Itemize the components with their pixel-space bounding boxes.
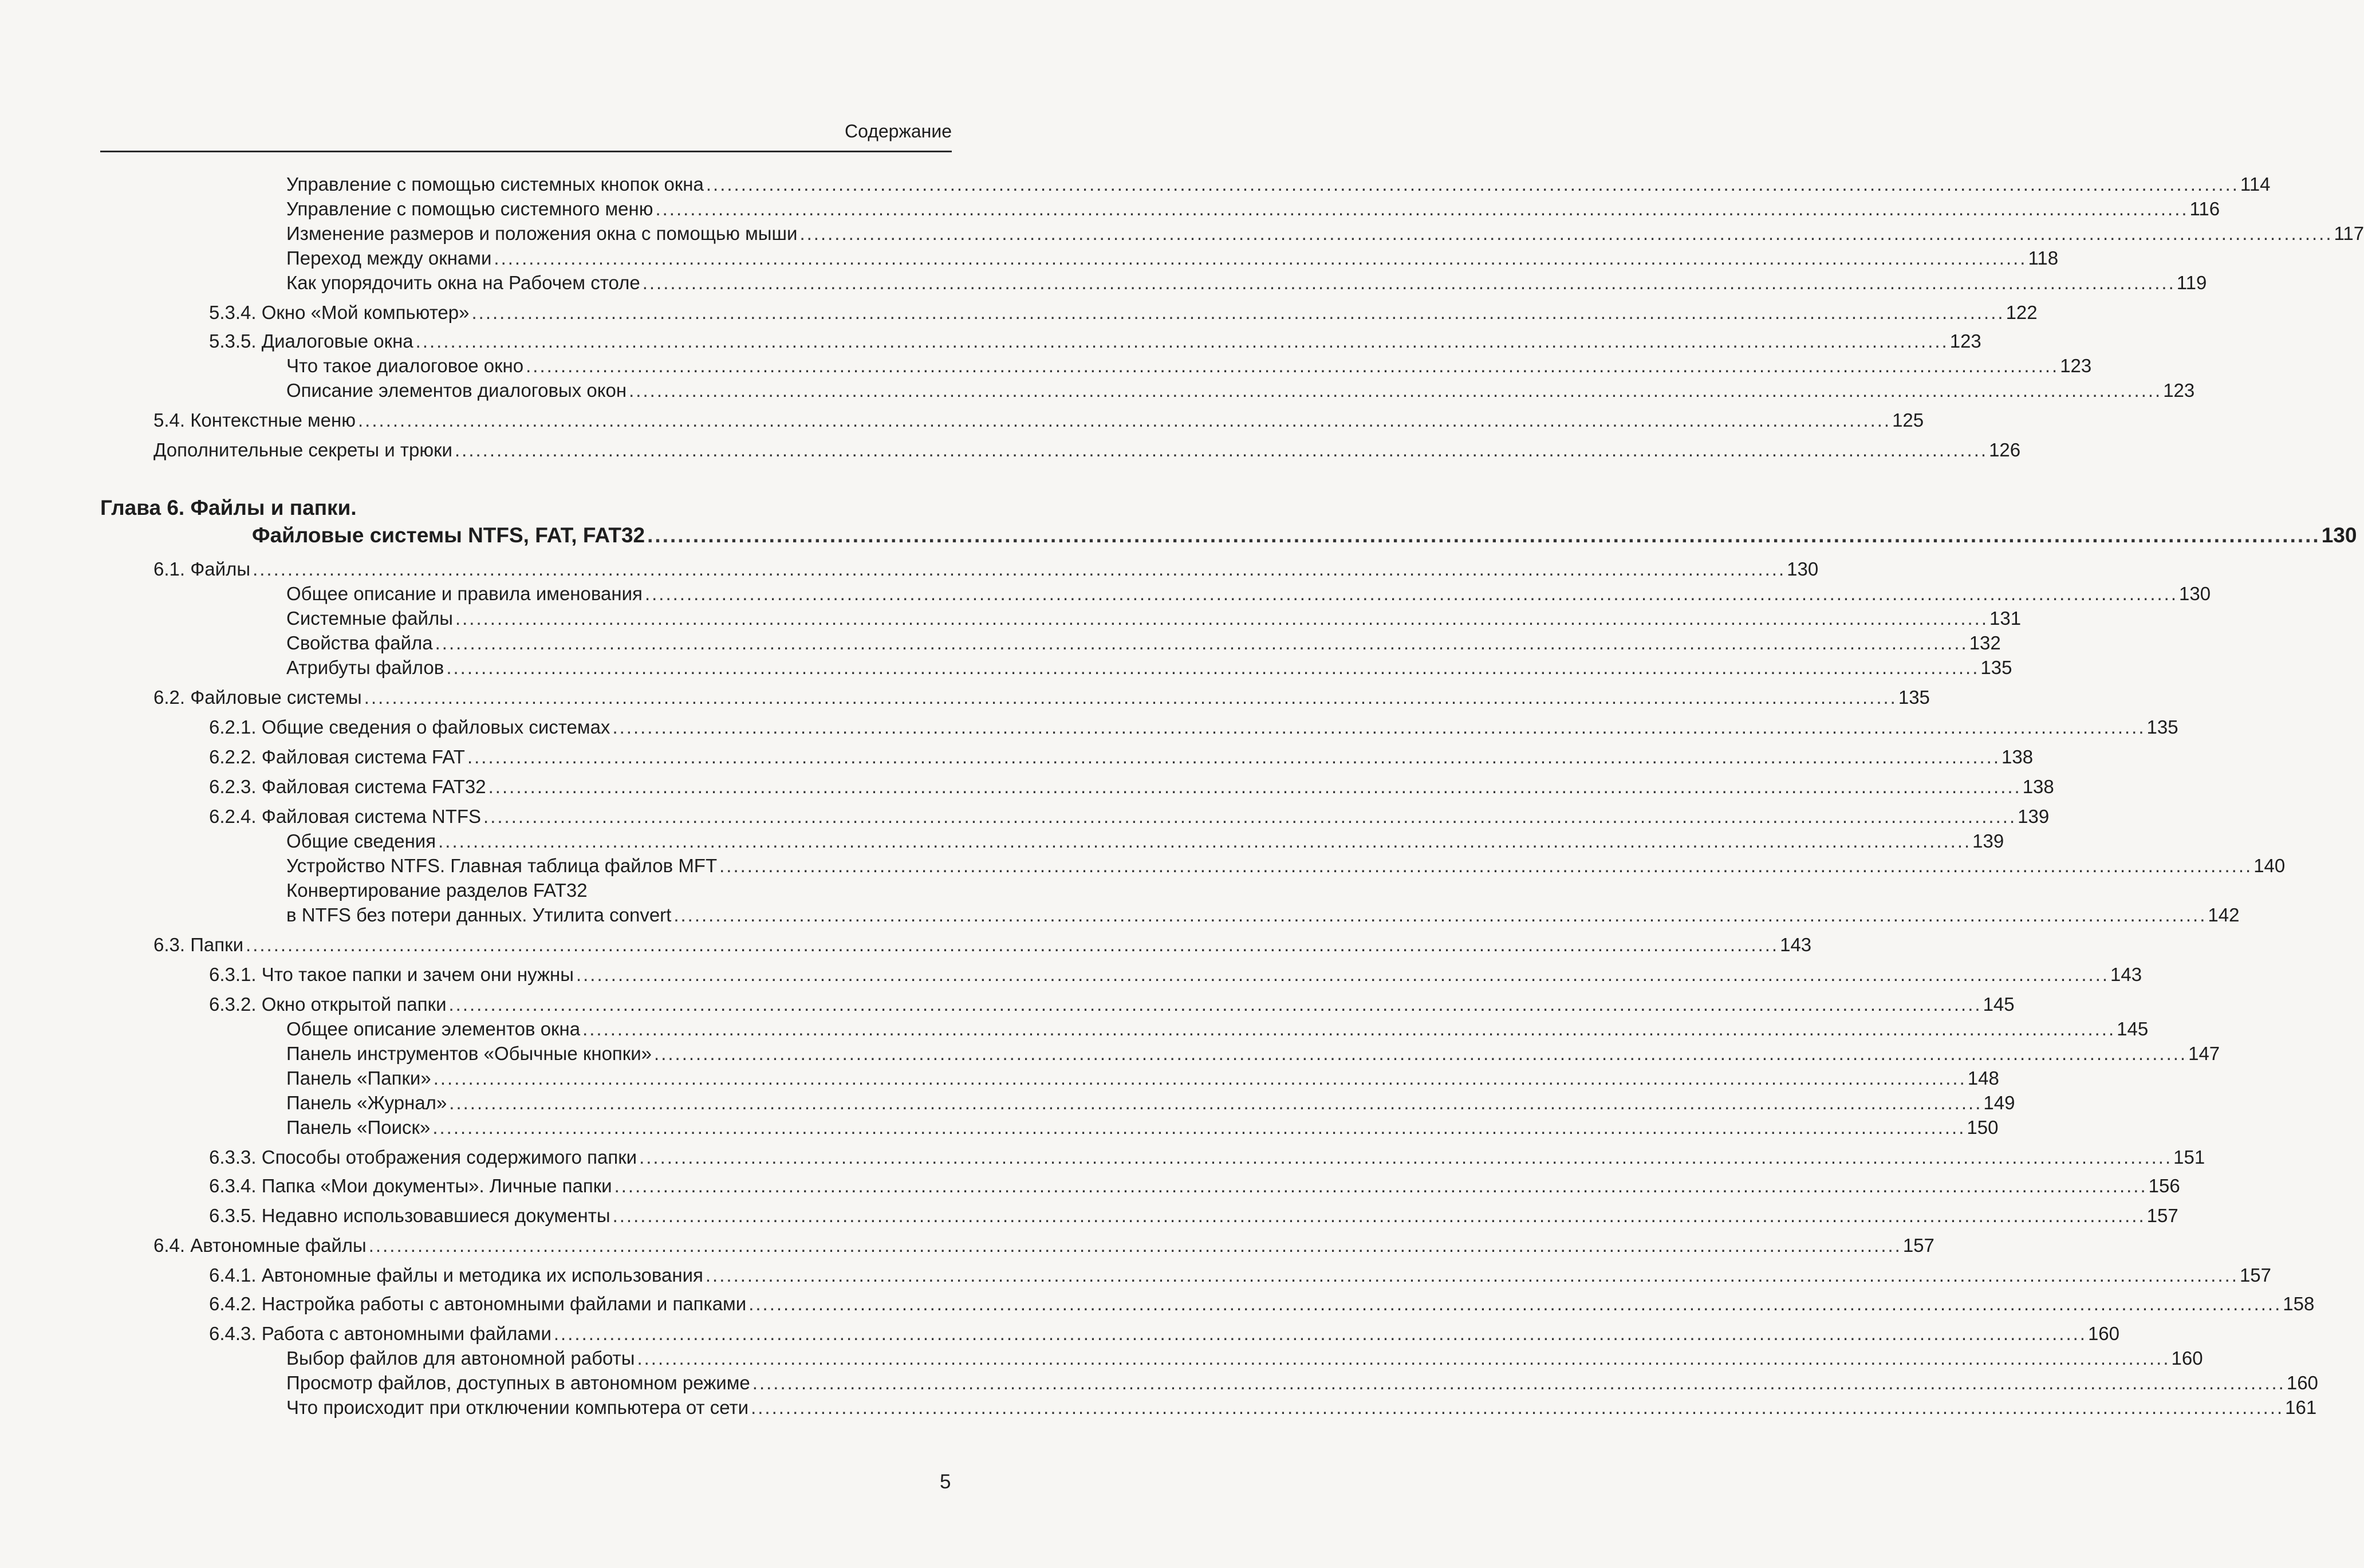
toc-entry-title: Что такое диалоговое окно <box>286 355 524 376</box>
toc-entry <box>209 300 2038 325</box>
toc-entry-page: 160 <box>2171 1348 2203 1369</box>
toc-entry <box>286 581 2211 606</box>
toc-entry-title: 6.3.3. Способы отображения содержимого папки <box>209 1147 637 1168</box>
toc-entry-page: 130 <box>2179 583 2211 604</box>
toc-entry-page: 119 <box>2176 272 2207 293</box>
toc-entry <box>286 1066 1999 1091</box>
dot-leader: ............................................................................................................................................................................................................................ <box>494 247 2027 269</box>
dot-leader: ............................................................................................................................................................................................................................ <box>655 198 2189 219</box>
toc-entry-page: 132 <box>1969 632 2001 653</box>
dot-leader: ............................................................................................................................................................................................................................ <box>719 855 2253 876</box>
toc-entry-title: Выбор файлов для автономной работы <box>286 1348 635 1369</box>
toc-entry-page: 125 <box>1892 409 1924 431</box>
dot-leader: ............................................................................................................................................................................................................................ <box>673 904 2207 925</box>
toc-entry-title: Переход между окнами <box>286 247 492 269</box>
dot-leader: ............................................................................................................................................................................................................................ <box>612 716 2146 738</box>
toc-entry-page: 143 <box>2110 964 2142 985</box>
toc-entry-title: Управление с помощью системных кнопок окна <box>286 174 704 195</box>
dot-leader: ............................................................................................................................................................................................................................ <box>612 1205 2146 1226</box>
toc-entry <box>286 246 2059 271</box>
toc-entry-page: 151 <box>2173 1147 2205 1168</box>
toc-entry-title: в NTFS без потери данных. Утилита convert <box>286 904 672 925</box>
toc-entry-page: 138 <box>2022 776 2054 797</box>
toc-entry-page: 123 <box>1949 330 1981 352</box>
dot-leader: ............................................................................................................................................................................................................................ <box>705 1264 2239 1286</box>
toc-entry-page: 139 <box>1972 830 2004 852</box>
dot-leader: ............................................................................................................................................................................................................................ <box>644 583 2178 604</box>
toc-entry <box>209 1321 2120 1346</box>
toc-entry-title: Изменение размеров и положения окна с помощью мыши <box>286 223 798 244</box>
dot-leader: ............................................................................................................................................................................................................................ <box>576 964 2110 985</box>
toc-entry-title: Панель «Поиск» <box>286 1117 431 1138</box>
dot-leader: ............................................................................................................................................................................................................................ <box>448 994 1982 1015</box>
toc-entry <box>153 932 1812 958</box>
dot-leader: ............................................................................................................................................................................................................................ <box>415 330 1949 352</box>
toc-entry-title: 5.3.5. Диалоговые окна <box>209 330 413 352</box>
toc-entry-title: 6.1. Файлы <box>153 558 251 580</box>
toc-entry-page: 148 <box>1967 1067 1999 1089</box>
dot-leader: ............................................................................................................................................................................................................................ <box>455 439 1988 460</box>
toc-entry-title: Панель «Папки» <box>286 1067 431 1089</box>
toc-entry-title: Системные файлы <box>286 608 453 629</box>
dot-leader: ............................................................................................................................................................................................................................ <box>706 174 2239 195</box>
chapter-subtitle-entry <box>252 521 2357 550</box>
toc-entry-page: 135 <box>1898 687 1930 708</box>
toc-entry <box>286 1017 2149 1042</box>
dot-leader: ............................................................................................................................................................................................................................ <box>582 1018 2116 1039</box>
dot-leader: ............................................................................................................................................................................................................................ <box>446 657 1980 678</box>
chapter-heading: Глава 6. Файлы и папки. <box>100 496 357 519</box>
dot-leader: ............................................................................................................................................................................................................................ <box>483 806 2017 827</box>
toc-entry-page: 116 <box>2189 198 2220 219</box>
toc-entry-title: Как упорядочить окна на Рабочем столе <box>286 272 640 293</box>
toc-entry-page: 157 <box>1902 1235 1934 1256</box>
dot-leader: ............................................................................................................................................................................................................................ <box>253 558 1786 580</box>
toc-entry-title: 5.3.4. Окно «Мой компьютер» <box>209 302 470 323</box>
toc-entry-page: 135 <box>1980 657 2012 678</box>
toc-entry-title: Общее описание и правила именования <box>286 583 643 604</box>
toc-entry <box>209 774 2054 799</box>
toc-entry <box>286 853 2286 878</box>
toc-entry-page: 117 <box>2334 223 2364 244</box>
dot-leader: ............................................................................................................................................................................................................................ <box>433 1067 1967 1089</box>
dot-leader: ............................................................................................................................................................................................................................ <box>614 1175 2148 1196</box>
toc-entry <box>286 1090 2015 1116</box>
toc-entry <box>153 685 1930 710</box>
toc-entry-title: Устройство NTFS. Главная таблица файлов MFT <box>286 855 718 876</box>
toc-entry-page: 142 <box>2208 904 2240 925</box>
toc-entry-page: 122 <box>2006 302 2038 323</box>
toc-entry-page: 158 <box>2283 1293 2315 1314</box>
dot-leader: ............................................................................................................................................................................................................................ <box>432 1117 1966 1138</box>
toc-entry <box>153 408 1924 433</box>
toc-entry-page: 123 <box>2163 380 2195 401</box>
toc-entry-title: 6.3.5. Недавно использовавшиеся документы <box>209 1205 610 1226</box>
toc-entry <box>286 631 2001 656</box>
toc-entry <box>286 1370 2318 1396</box>
dot-leader: ............................................................................................................................................................................................................................ <box>471 302 2005 323</box>
dot-leader: ............................................................................................................................................................................................................................ <box>751 1397 2284 1418</box>
toc-entry-page: 150 <box>1967 1117 1999 1138</box>
toc-entry-title: 6.4.2. Настройка работы с автономными файлами и папками <box>209 1293 747 1314</box>
toc-entry <box>209 1203 2178 1228</box>
toc-entry-page: 138 <box>2001 746 2034 767</box>
toc-entry-title: 6.3. Папки <box>153 934 244 955</box>
toc-entry-title: 6.4. Автономные файлы <box>153 1235 367 1256</box>
toc-entry <box>286 172 2271 197</box>
toc-entry <box>286 878 951 903</box>
toc-entry-title: Что происходит при отключении компьютера от сети <box>286 1397 749 1418</box>
page-number: 5 <box>940 1471 951 1493</box>
toc-entry-page: 135 <box>2146 716 2178 738</box>
chapter-subtitle: Файловые системы NTFS, FAT, FAT32 <box>252 523 645 547</box>
toc-entry-title: Панель «Журнал» <box>286 1092 447 1113</box>
toc-entry-page: 145 <box>2117 1018 2149 1039</box>
dot-leader: ............................................................................................................................................................................................................................ <box>553 1323 2087 1344</box>
dot-leader: ............................................................................................................................................................................................................................ <box>647 523 2320 547</box>
dot-leader: ............................................................................................................................................................................................................................ <box>799 223 2333 244</box>
toc-entry-page: 160 <box>2087 1323 2120 1344</box>
toc-entry-page: 156 <box>2148 1175 2180 1196</box>
dot-leader: ............................................................................................................................................................................................................................ <box>467 746 2000 767</box>
toc-entry-page: 130 <box>1787 558 1819 580</box>
running-header-title: Содержание <box>844 121 952 141</box>
toc-entry-title: Свойства файла <box>286 632 433 653</box>
dot-leader: ............................................................................................................................................................................................................................ <box>449 1092 1983 1113</box>
toc-entry-title: Просмотр файлов, доступных в автономном режиме <box>286 1372 750 1393</box>
chapter-page: 130 <box>2321 523 2357 547</box>
toc-entry <box>286 196 2220 222</box>
toc-entry <box>286 606 2022 631</box>
dot-leader: ............................................................................................................................................................................................................................ <box>748 1293 2282 1314</box>
toc-entry-page: 145 <box>1983 994 2015 1015</box>
dot-leader: ............................................................................................................................................................................................................................ <box>642 272 2176 293</box>
toc-entry <box>286 353 2092 379</box>
toc-entry-title: 6.2.4. Файловая система NTFS <box>209 806 482 827</box>
running-header <box>100 117 952 152</box>
dot-leader: ............................................................................................................................................................................................................................ <box>752 1372 2286 1393</box>
toc-entry-title: Общие сведения <box>286 830 436 852</box>
toc-entry <box>153 1233 1934 1258</box>
toc-entry-title: 6.4.3. Работа с автономными файлами <box>209 1323 551 1344</box>
toc-entry-page: 126 <box>1989 439 2021 460</box>
toc-entry-title: Атрибуты файлов <box>286 657 444 678</box>
toc-entry <box>286 1041 2220 1066</box>
toc-entry-title: 6.3.1. Что такое папки и зачем они нужны <box>209 964 574 985</box>
toc-entry-title: 6.3.2. Окно открытой папки <box>209 994 447 1015</box>
toc-entry-title: Общее описание элементов окна <box>286 1018 581 1039</box>
toc-entry-page: 160 <box>2286 1372 2318 1393</box>
toc-entry <box>209 1291 2315 1317</box>
toc-entry <box>286 829 2004 854</box>
toc-entry-page: 118 <box>2028 247 2059 269</box>
toc-entry-page: 143 <box>1780 934 1812 955</box>
toc-entry <box>209 804 2050 829</box>
dot-leader: ............................................................................................................................................................................................................................ <box>654 1043 2188 1064</box>
toc-entry-page: 149 <box>1983 1092 2015 1113</box>
dot-leader: ............................................................................................................................................................................................................................ <box>368 1235 1902 1256</box>
toc-entry <box>286 1395 2317 1420</box>
toc-entry <box>209 744 2034 770</box>
toc-entry <box>286 1346 2203 1371</box>
toc-entry-title: 6.2.3. Файловая система FAT32 <box>209 776 486 797</box>
toc-entry-title: 6.2.1. Общие сведения о файловых системах <box>209 716 610 738</box>
toc-entry-title: 6.2.2. Файловая система FAT <box>209 746 465 767</box>
dot-leader: ............................................................................................................................................................................................................................ <box>435 632 1968 653</box>
toc-entry-title: Описание элементов диалоговых окон <box>286 380 627 401</box>
toc-entry-title: Управление с помощью системного меню <box>286 198 653 219</box>
dot-leader: ............................................................................................................................................................................................................................ <box>246 934 1779 955</box>
toc-entry-title: Дополнительные секреты и трюки <box>153 439 452 460</box>
toc-entry <box>209 715 2178 740</box>
toc-entry <box>286 378 2195 403</box>
dot-leader: ............................................................................................................................................................................................................................ <box>455 608 1988 629</box>
dot-leader: ............................................................................................................................................................................................................................ <box>358 409 1892 431</box>
toc-entry <box>286 1115 1999 1140</box>
toc-entry-title: Панель инструментов «Обычные кнопки» <box>286 1043 652 1064</box>
toc-entry <box>209 1263 2272 1288</box>
toc-entry-title: 6.2. Файловые системы <box>153 687 362 708</box>
toc-entry <box>153 557 1819 582</box>
toc-entry <box>209 992 2015 1017</box>
dot-leader: ............................................................................................................................................................................................................................ <box>364 687 1897 708</box>
toc-entry-page: 114 <box>2240 174 2271 195</box>
toc-entry-title: 5.4. Контекстные меню <box>153 409 356 431</box>
toc-entry-title: 6.4.1. Автономные файлы и методика их использования <box>209 1264 703 1286</box>
toc-entry-page: 157 <box>2239 1264 2272 1286</box>
dot-leader: ............................................................................................................................................................................................................................ <box>639 1147 2173 1168</box>
toc-entry-page: 123 <box>2060 355 2092 376</box>
toc-entry <box>286 221 2364 246</box>
dot-leader: ............................................................................................................................................................................................................................ <box>488 776 2022 797</box>
toc-entry-title: 6.3.4. Папка «Мои документы». Личные папки <box>209 1175 612 1196</box>
toc-entry <box>209 329 1981 354</box>
dot-leader: ............................................................................................................................................................................................................................ <box>637 1348 2170 1369</box>
toc-entry <box>286 270 2207 296</box>
toc-entry <box>286 903 2240 928</box>
dot-leader: ............................................................................................................................................................................................................................ <box>526 355 2059 376</box>
toc-entry-page: 161 <box>2285 1397 2317 1418</box>
toc-entry <box>209 962 2142 987</box>
toc-entry <box>153 438 2021 463</box>
dot-leader: ............................................................................................................................................................................................................................ <box>629 380 2162 401</box>
toc-entry <box>286 655 2012 680</box>
toc-entry-page: 147 <box>2188 1043 2220 1064</box>
toc-entry <box>209 1173 2180 1199</box>
toc-entry-page: 140 <box>2253 855 2286 876</box>
toc-entry-page: 157 <box>2146 1205 2178 1226</box>
toc-entry-page: 139 <box>2018 806 2050 827</box>
dot-leader: ............................................................................................................................................................................................................................ <box>438 830 1972 852</box>
toc-entry-title: Конвертирование разделов FAT32 <box>286 880 588 901</box>
toc-entry <box>209 1145 2205 1170</box>
toc-entry-page: 131 <box>1989 608 2022 629</box>
